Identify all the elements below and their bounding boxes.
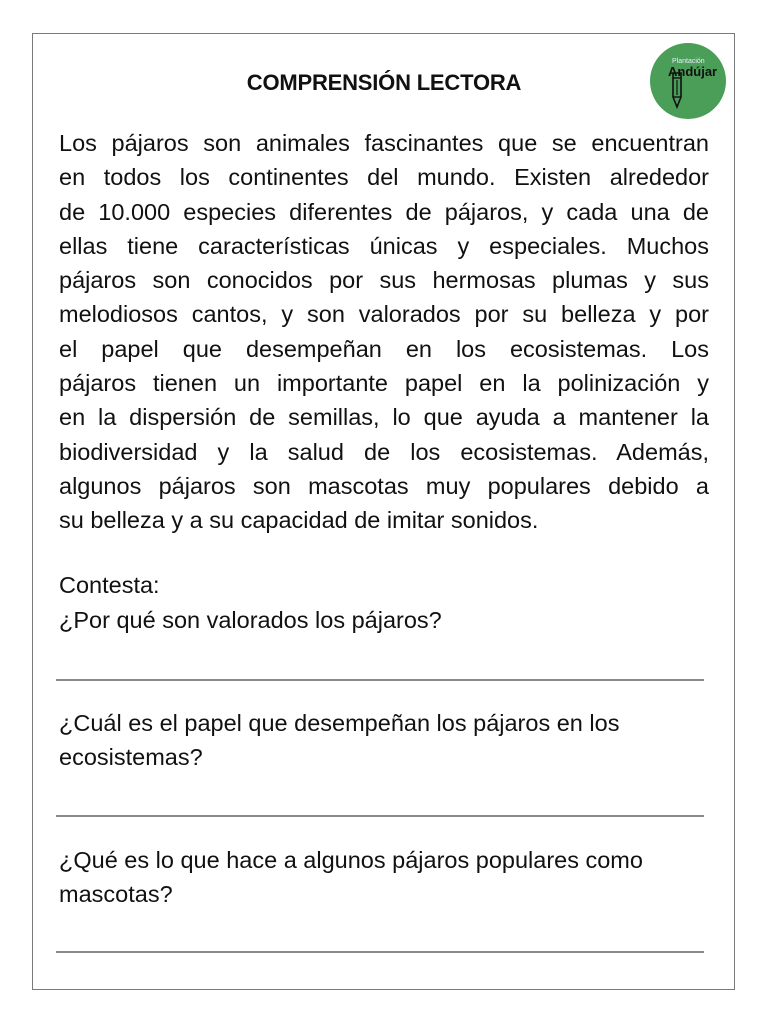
answer-line-2[interactable]: [56, 815, 704, 817]
logo-name: Andújar: [668, 64, 718, 79]
passage-line: en todos los continentes del mundo. Existen alrededor: [59, 164, 709, 191]
logo-small-text: Plantación: [672, 58, 705, 65]
passage-line: de 10.000 especies diferentes de pájaros, y cada una de: [59, 198, 709, 225]
answer-line-1[interactable]: [56, 679, 704, 681]
question-2-line-1: ¿Cuál es el papel que desempeñan los pájaros en los: [59, 710, 620, 736]
passage-line: algunos pájaros son mascotas muy populares debido a: [59, 472, 709, 499]
passage-line: Los pájaros son animales fascinantes que se encuentran: [59, 130, 709, 156]
passage-line: su belleza y a su capacidad de imitar sonidos.: [59, 507, 539, 534]
reading-passage: [59, 126, 709, 538]
question-1: ¿Por qué son valorados los pájaros?: [59, 607, 442, 633]
page-title: COMPRENSIÓN LECTORA: [246, 70, 522, 95]
question-3-line-1: ¿Qué es lo que hace a algunos pájaros populares como: [59, 847, 643, 873]
passage-line: ellas tiene características únicas y especiales. Muchos: [59, 232, 709, 259]
answer-line-3[interactable]: [56, 951, 704, 953]
passage-line: melodiosos cantos, y son valorados por su belleza y por: [59, 301, 709, 328]
passage-line: biodiversidad y la salud de los ecosistemas. Además,: [59, 438, 709, 465]
passage-line: en la dispersión de semillas, lo que ayuda a mantener la: [59, 404, 709, 431]
passage-line: pájaros son conocidos por sus hermosas plumas y sus: [59, 267, 709, 294]
questions-label: Contesta:: [59, 572, 160, 598]
pencil-icon: [668, 67, 686, 111]
question-3-line-2: mascotas?: [59, 881, 173, 907]
passage-line: pájaros tienen un importante papel en la polinización y: [59, 370, 709, 397]
question-2-line-2: ecosistemas?: [59, 744, 203, 770]
passage-line: el papel que desempeñan en los ecosistemas. Los: [59, 335, 709, 362]
logo: [650, 43, 726, 119]
